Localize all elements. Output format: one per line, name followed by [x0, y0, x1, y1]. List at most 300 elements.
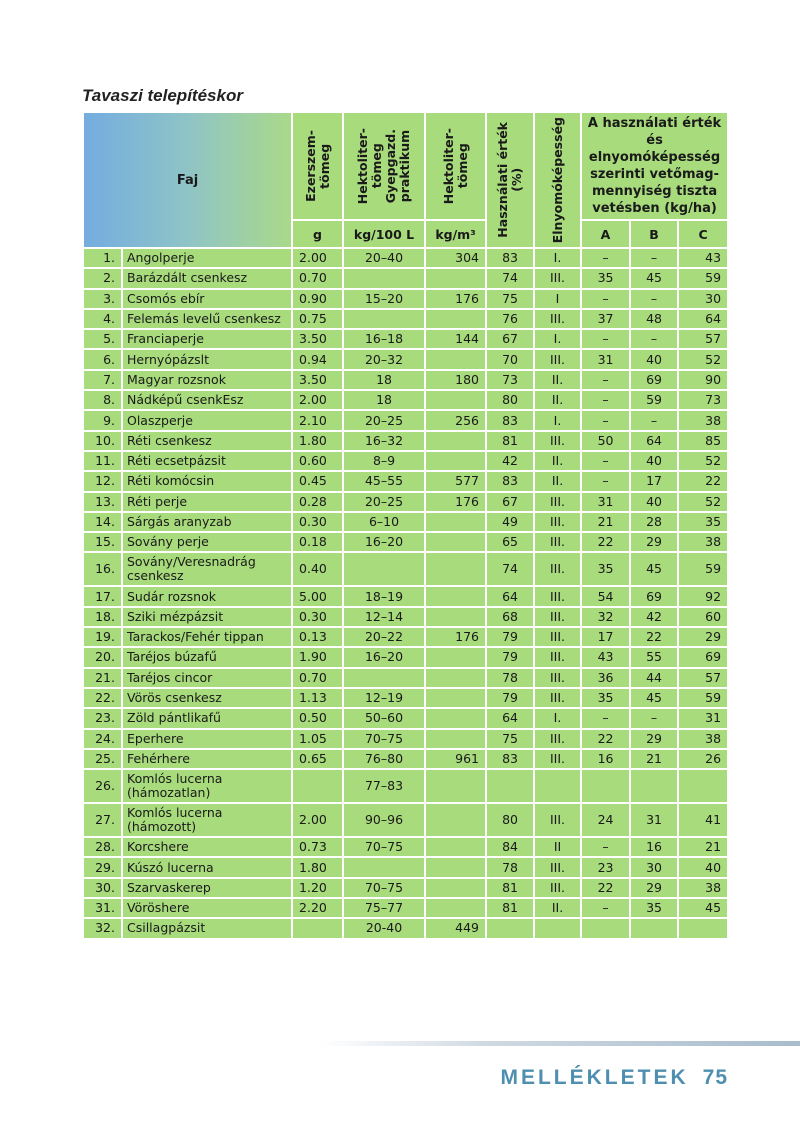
thousand-seed-weight: 0.40: [292, 552, 343, 586]
seed-rate-c: [678, 918, 728, 938]
thousand-seed-weight: 1.05: [292, 729, 343, 749]
suppression-class: III.: [534, 512, 581, 532]
species-name: Zöld pántlikafű: [122, 708, 292, 728]
seed-table: [82, 111, 729, 940]
species-name: Sudár rozsnok: [122, 586, 292, 606]
hectoliter-weight-m3: [425, 512, 486, 532]
page-number: 75: [702, 1066, 728, 1089]
hectoliter-weight-m3: [425, 878, 486, 898]
table-body: [83, 248, 728, 939]
seed-rate-c: 31: [678, 708, 728, 728]
suppression-class: III.: [534, 492, 581, 512]
table-row: [83, 708, 728, 728]
hectoliter-weight-range: 6–10: [343, 512, 425, 532]
seed-rate-a: –: [581, 837, 630, 857]
species-name: Sziki mézpázsit: [122, 607, 292, 627]
species-name: Felemás levelű csenkesz: [122, 309, 292, 329]
table-row: [83, 918, 728, 938]
suppression-class: III.: [534, 857, 581, 877]
species-name: Korcshere: [122, 837, 292, 857]
thousand-seed-weight: 0.73: [292, 837, 343, 857]
seed-rate-b: 55: [630, 647, 678, 667]
row-number: 8.: [83, 390, 122, 410]
seed-rate-a: 50: [581, 431, 630, 451]
seed-rate-c: 57: [678, 668, 728, 688]
row-number: 13.: [83, 492, 122, 512]
thousand-seed-weight: 0.94: [292, 349, 343, 369]
thousand-seed-weight: 0.60: [292, 451, 343, 471]
hectoliter-weight-range: [343, 552, 425, 586]
species-name: Tarackos/Fehér tippan: [122, 627, 292, 647]
hectoliter-weight-range: 16–20: [343, 647, 425, 667]
seed-rate-b: 29: [630, 878, 678, 898]
seed-rate-a: 24: [581, 803, 630, 837]
utility-value: 78: [486, 857, 534, 877]
seed-rate-b: 59: [630, 390, 678, 410]
page-footer: [500, 1066, 728, 1090]
header-ezerszem: Ezerszem- tömeg: [292, 112, 343, 220]
hectoliter-weight-m3: [425, 309, 486, 329]
thousand-seed-weight: 1.90: [292, 647, 343, 667]
hectoliter-weight-range: [343, 309, 425, 329]
table-row: [83, 410, 728, 430]
hectoliter-weight-range: 8–9: [343, 451, 425, 471]
suppression-class: III.: [534, 268, 581, 288]
seed-rate-a: –: [581, 329, 630, 349]
seed-rate-a: –: [581, 708, 630, 728]
seed-rate-c: 43: [678, 248, 728, 268]
seed-rate-a: 54: [581, 586, 630, 606]
seed-rate-c: 35: [678, 512, 728, 532]
utility-value: 64: [486, 708, 534, 728]
table-row: [83, 329, 728, 349]
suppression-class: I.: [534, 329, 581, 349]
row-number: 5.: [83, 329, 122, 349]
species-name: Magyar rozsnok: [122, 370, 292, 390]
thousand-seed-weight: 2.00: [292, 803, 343, 837]
hectoliter-weight-m3: [425, 451, 486, 471]
utility-value: 81: [486, 898, 534, 918]
utility-value: 73: [486, 370, 534, 390]
suppression-class: [534, 769, 581, 803]
seed-rate-b: 48: [630, 309, 678, 329]
species-name: Csomós ebír: [122, 289, 292, 309]
utility-value: 70: [486, 349, 534, 369]
thousand-seed-weight: 0.18: [292, 532, 343, 552]
row-number: 4.: [83, 309, 122, 329]
hectoliter-weight-range: 20–32: [343, 349, 425, 369]
utility-value: 75: [486, 289, 534, 309]
seed-rate-a: –: [581, 471, 630, 491]
seed-rate-b: 69: [630, 586, 678, 606]
hectoliter-weight-range: [343, 668, 425, 688]
row-number: 28.: [83, 837, 122, 857]
seed-rate-c: 69: [678, 647, 728, 667]
seed-rate-b: 40: [630, 451, 678, 471]
hectoliter-weight-m3: 449: [425, 918, 486, 938]
seed-rate-a: 22: [581, 532, 630, 552]
seed-rate-a: 31: [581, 492, 630, 512]
species-name: Csillagpázsit: [122, 918, 292, 938]
thousand-seed-weight: 0.30: [292, 512, 343, 532]
hectoliter-weight-range: 12–19: [343, 688, 425, 708]
seed-rate-b: 17: [630, 471, 678, 491]
seed-rate-c: 59: [678, 268, 728, 288]
species-name: Taréjos cincor: [122, 668, 292, 688]
hectoliter-weight-range: 77–83: [343, 769, 425, 803]
hectoliter-weight-range: 16–18: [343, 329, 425, 349]
thousand-seed-weight: 0.45: [292, 471, 343, 491]
seed-rate-b: 16: [630, 837, 678, 857]
seed-rate-b: 45: [630, 268, 678, 288]
hectoliter-weight-m3: [425, 586, 486, 606]
species-name: Réti ecsetpázsit: [122, 451, 292, 471]
row-number: 1.: [83, 248, 122, 268]
hectoliter-weight-m3: 176: [425, 289, 486, 309]
utility-value: [486, 769, 534, 803]
hectoliter-weight-m3: 180: [425, 370, 486, 390]
row-number: 24.: [83, 729, 122, 749]
seed-rate-a: –: [581, 390, 630, 410]
table-row: [83, 289, 728, 309]
unit-kgm3: kg/m³: [425, 220, 486, 248]
suppression-class: III.: [534, 803, 581, 837]
seed-rate-b: –: [630, 329, 678, 349]
seed-rate-c: 26: [678, 749, 728, 769]
table-row: [83, 803, 728, 837]
species-name: Barázdált csenkesz: [122, 268, 292, 288]
seed-rate-a: 35: [581, 688, 630, 708]
thousand-seed-weight: 2.10: [292, 410, 343, 430]
seed-rate-a: 35: [581, 552, 630, 586]
thousand-seed-weight: 0.13: [292, 627, 343, 647]
utility-value: 67: [486, 329, 534, 349]
suppression-class: III.: [534, 647, 581, 667]
hectoliter-weight-m3: [425, 898, 486, 918]
species-name: Kúszó lucerna: [122, 857, 292, 877]
hectoliter-weight-range: [343, 857, 425, 877]
seed-rate-c: [678, 769, 728, 803]
utility-value: 80: [486, 390, 534, 410]
species-name: Sovány perje: [122, 532, 292, 552]
suppression-class: II.: [534, 898, 581, 918]
utility-value: 67: [486, 492, 534, 512]
row-number: 10.: [83, 431, 122, 451]
hectoliter-weight-range: 20–25: [343, 410, 425, 430]
thousand-seed-weight: 0.28: [292, 492, 343, 512]
suppression-class: I.: [534, 708, 581, 728]
suppression-class: III.: [534, 607, 581, 627]
seed-rate-c: 73: [678, 390, 728, 410]
seed-rate-a: 22: [581, 729, 630, 749]
utility-value: [486, 918, 534, 938]
utility-value: 74: [486, 552, 534, 586]
utility-value: 83: [486, 248, 534, 268]
utility-value: 42: [486, 451, 534, 471]
hectoliter-weight-m3: [425, 268, 486, 288]
hectoliter-weight-range: 18: [343, 370, 425, 390]
utility-value: 79: [486, 647, 534, 667]
species-name: Vörös csenkesz: [122, 688, 292, 708]
seed-rate-c: 64: [678, 309, 728, 329]
seed-rate-c: 52: [678, 349, 728, 369]
footer-section: MELLÉKLETEK: [500, 1066, 689, 1089]
header-vetomag: A használati érték és elnyomóképesség szerinti vetőmag- mennyiség tiszta vetésben (kg/ha): [581, 112, 728, 220]
thousand-seed-weight: 3.50: [292, 370, 343, 390]
hectoliter-weight-m3: 961: [425, 749, 486, 769]
row-number: 7.: [83, 370, 122, 390]
seed-rate-b: 31: [630, 803, 678, 837]
suppression-class: III.: [534, 749, 581, 769]
row-number: 2.: [83, 268, 122, 288]
suppression-class: I.: [534, 248, 581, 268]
thousand-seed-weight: 0.75: [292, 309, 343, 329]
seed-rate-c: 38: [678, 410, 728, 430]
suppression-class: III.: [534, 552, 581, 586]
table-row: [83, 647, 728, 667]
suppression-class: III.: [534, 349, 581, 369]
hectoliter-weight-range: 20-40: [343, 918, 425, 938]
seed-rate-b: 29: [630, 532, 678, 552]
table-row: [83, 512, 728, 532]
row-number: 26.: [83, 769, 122, 803]
suppression-class: II.: [534, 370, 581, 390]
thousand-seed-weight: 3.50: [292, 329, 343, 349]
seed-rate-a: –: [581, 898, 630, 918]
thousand-seed-weight: 0.90: [292, 289, 343, 309]
seed-rate-a: [581, 769, 630, 803]
thousand-seed-weight: 5.00: [292, 586, 343, 606]
hectoliter-weight-range: 18: [343, 390, 425, 410]
unit-g: g: [292, 220, 343, 248]
seed-rate-c: 38: [678, 729, 728, 749]
unit-c: C: [678, 220, 728, 248]
hectoliter-weight-m3: [425, 647, 486, 667]
row-number: 25.: [83, 749, 122, 769]
table-row: [83, 552, 728, 586]
seed-rate-a: –: [581, 451, 630, 471]
table-row: [83, 668, 728, 688]
seed-rate-c: 22: [678, 471, 728, 491]
utility-value: 79: [486, 627, 534, 647]
thousand-seed-weight: 1.20: [292, 878, 343, 898]
seed-rate-c: 52: [678, 492, 728, 512]
row-number: 21.: [83, 668, 122, 688]
hectoliter-weight-m3: [425, 837, 486, 857]
table-row: [83, 586, 728, 606]
seed-rate-a: [581, 918, 630, 938]
thousand-seed-weight: [292, 918, 343, 938]
row-number: 12.: [83, 471, 122, 491]
hectoliter-weight-range: 75–77: [343, 898, 425, 918]
thousand-seed-weight: [292, 769, 343, 803]
species-name: Vöröshere: [122, 898, 292, 918]
suppression-class: II.: [534, 451, 581, 471]
seed-rate-b: 35: [630, 898, 678, 918]
table-row: [83, 248, 728, 268]
row-number: 9.: [83, 410, 122, 430]
seed-rate-b: 30: [630, 857, 678, 877]
seed-rate-a: 31: [581, 349, 630, 369]
hectoliter-weight-m3: [425, 390, 486, 410]
utility-value: 79: [486, 688, 534, 708]
row-number: 31.: [83, 898, 122, 918]
table-row: [83, 370, 728, 390]
seed-rate-b: 40: [630, 492, 678, 512]
seed-rate-b: 40: [630, 349, 678, 369]
table-row: [83, 451, 728, 471]
hectoliter-weight-m3: 577: [425, 471, 486, 491]
suppression-class: I: [534, 289, 581, 309]
suppression-class: III.: [534, 586, 581, 606]
table-title: Tavaszi telepítéskor: [82, 86, 243, 105]
thousand-seed-weight: 2.20: [292, 898, 343, 918]
header-faj: Faj: [83, 112, 292, 248]
suppression-class: III.: [534, 532, 581, 552]
row-number: 18.: [83, 607, 122, 627]
thousand-seed-weight: 1.80: [292, 857, 343, 877]
row-number: 6.: [83, 349, 122, 369]
utility-value: 75: [486, 729, 534, 749]
seed-rate-a: 22: [581, 878, 630, 898]
suppression-class: III.: [534, 627, 581, 647]
hectoliter-weight-m3: [425, 729, 486, 749]
table-row: [83, 349, 728, 369]
species-name: Szarvaskerep: [122, 878, 292, 898]
seed-rate-b: –: [630, 248, 678, 268]
utility-value: 84: [486, 837, 534, 857]
seed-rate-c: 38: [678, 878, 728, 898]
seed-rate-b: 44: [630, 668, 678, 688]
table-row: [83, 471, 728, 491]
seed-rate-b: –: [630, 708, 678, 728]
suppression-class: III.: [534, 668, 581, 688]
hectoliter-weight-m3: [425, 552, 486, 586]
table-row: [83, 729, 728, 749]
suppression-class: III.: [534, 878, 581, 898]
hectoliter-weight-m3: 144: [425, 329, 486, 349]
utility-value: 83: [486, 410, 534, 430]
species-name: Komlós lucerna (hámozatlan): [122, 769, 292, 803]
seed-rate-a: 23: [581, 857, 630, 877]
seed-rate-a: 35: [581, 268, 630, 288]
table-row: [83, 390, 728, 410]
hectoliter-weight-m3: [425, 532, 486, 552]
table-row: [83, 837, 728, 857]
species-name: Komlós lucerna (hámozott): [122, 803, 292, 837]
hectoliter-weight-range: 12–14: [343, 607, 425, 627]
utility-value: 83: [486, 471, 534, 491]
hectoliter-weight-range: 76–80: [343, 749, 425, 769]
seed-rate-a: –: [581, 289, 630, 309]
seed-rate-a: –: [581, 248, 630, 268]
hectoliter-weight-range: 70–75: [343, 837, 425, 857]
unit-a: A: [581, 220, 630, 248]
suppression-class: III.: [534, 309, 581, 329]
hectoliter-weight-m3: [425, 803, 486, 837]
thousand-seed-weight: 0.30: [292, 607, 343, 627]
row-number: 27.: [83, 803, 122, 837]
seed-rate-c: 59: [678, 552, 728, 586]
species-name: Fehérhere: [122, 749, 292, 769]
seed-rate-b: 29: [630, 729, 678, 749]
suppression-class: II.: [534, 471, 581, 491]
seed-rate-a: 36: [581, 668, 630, 688]
hectoliter-weight-m3: 256: [425, 410, 486, 430]
row-number: 17.: [83, 586, 122, 606]
utility-value: 80: [486, 803, 534, 837]
hectoliter-weight-range: 45–55: [343, 471, 425, 491]
hectoliter-weight-m3: [425, 708, 486, 728]
hectoliter-weight-range: 70–75: [343, 878, 425, 898]
seed-rate-c: 38: [678, 532, 728, 552]
species-name: Sovány/Veresnadrág csenkesz: [122, 552, 292, 586]
utility-value: 74: [486, 268, 534, 288]
species-name: Réti komócsin: [122, 471, 292, 491]
hectoliter-weight-range: 16–32: [343, 431, 425, 451]
suppression-class: III.: [534, 729, 581, 749]
hectoliter-weight-range: 16–20: [343, 532, 425, 552]
seed-rate-b: [630, 918, 678, 938]
table-row: [83, 627, 728, 647]
hectoliter-weight-range: 15–20: [343, 289, 425, 309]
seed-rate-a: 17: [581, 627, 630, 647]
header-hasznalati-ertek: Használati érték (%): [486, 112, 534, 248]
unit-kg100l: kg/100 L: [343, 220, 425, 248]
suppression-class: I.: [534, 410, 581, 430]
row-number: 32.: [83, 918, 122, 938]
row-number: 30.: [83, 878, 122, 898]
utility-value: 81: [486, 431, 534, 451]
suppression-class: II.: [534, 390, 581, 410]
table-row: [83, 898, 728, 918]
hectoliter-weight-m3: [425, 607, 486, 627]
suppression-class: II: [534, 837, 581, 857]
unit-b: B: [630, 220, 678, 248]
seed-rate-b: 42: [630, 607, 678, 627]
footer-divider: [320, 1041, 800, 1046]
thousand-seed-weight: 1.13: [292, 688, 343, 708]
header-hektoliter: Hektoliter- tömeg: [425, 112, 486, 220]
seed-rate-b: 28: [630, 512, 678, 532]
row-number: 15.: [83, 532, 122, 552]
hectoliter-weight-range: 20–22: [343, 627, 425, 647]
thousand-seed-weight: 2.00: [292, 390, 343, 410]
table-row: [83, 688, 728, 708]
hectoliter-weight-range: 70–75: [343, 729, 425, 749]
hectoliter-weight-m3: [425, 431, 486, 451]
hectoliter-weight-range: 50–60: [343, 708, 425, 728]
species-name: Sárgás aranyzab: [122, 512, 292, 532]
seed-rate-c: 92: [678, 586, 728, 606]
species-name: Franciaperje: [122, 329, 292, 349]
thousand-seed-weight: 0.70: [292, 668, 343, 688]
hectoliter-weight-range: [343, 268, 425, 288]
seed-rate-c: 45: [678, 898, 728, 918]
seed-rate-a: –: [581, 410, 630, 430]
thousand-seed-weight: 2.00: [292, 248, 343, 268]
utility-value: 76: [486, 309, 534, 329]
thousand-seed-weight: 1.80: [292, 431, 343, 451]
seed-rate-c: 90: [678, 370, 728, 390]
suppression-class: III.: [534, 688, 581, 708]
utility-value: 64: [486, 586, 534, 606]
seed-rate-c: 60: [678, 607, 728, 627]
seed-rate-a: –: [581, 370, 630, 390]
row-number: 16.: [83, 552, 122, 586]
hectoliter-weight-range: 90–96: [343, 803, 425, 837]
seed-rate-a: 32: [581, 607, 630, 627]
